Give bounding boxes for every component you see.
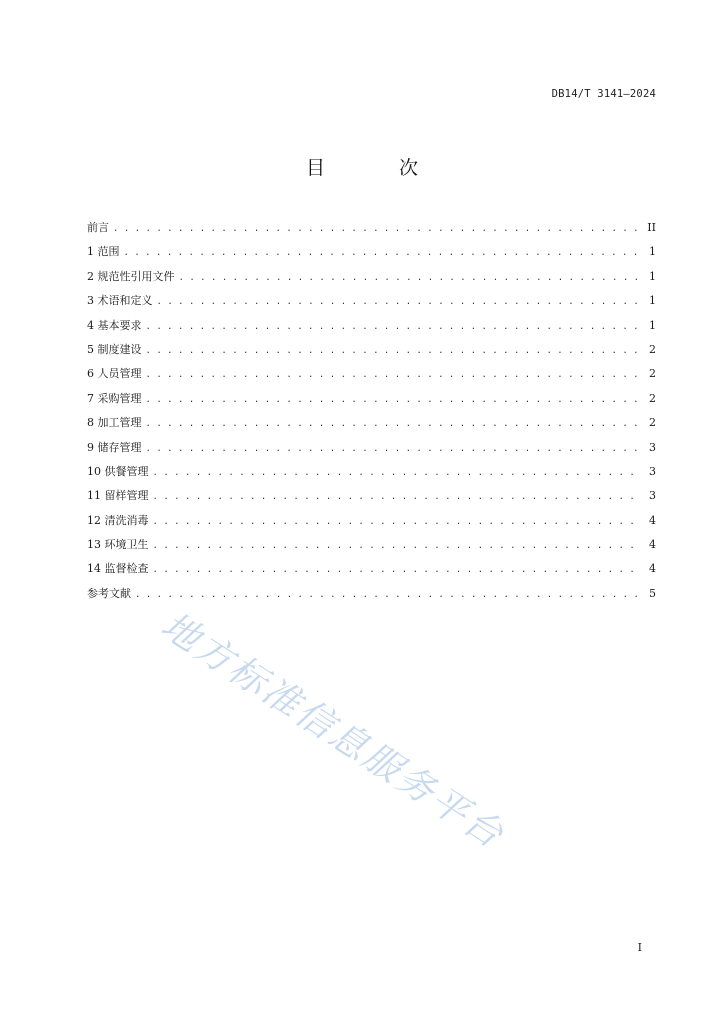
toc-entry-page: II — [647, 221, 656, 234]
document-code: DB14/T 3141—2024 — [551, 88, 656, 100]
watermark: 地方标准信息服务平台 — [153, 603, 513, 858]
toc-entry-label: 5 制度建设 — [87, 342, 142, 356]
toc-entry-page: 3 — [649, 464, 656, 478]
toc-entry-label: 前言 — [87, 221, 109, 234]
toc-leader-dots — [153, 560, 641, 580]
toc-leader-dots — [146, 341, 641, 361]
toc-entry-page: 3 — [649, 440, 656, 454]
toc-entry-page: 1 — [649, 245, 656, 259]
toc-entry-page: 4 — [649, 538, 656, 552]
toc-leader-dots — [146, 414, 641, 434]
toc-entry-label: 10 供餐管理 — [87, 464, 149, 478]
toc-entry[interactable] — [87, 438, 656, 462]
toc-entry[interactable] — [87, 291, 656, 315]
toc-entry-page: 4 — [649, 562, 656, 576]
toc-entry[interactable] — [87, 340, 656, 364]
toc-leader-dots — [146, 317, 641, 337]
toc-entry[interactable] — [87, 486, 656, 510]
toc-leader-dots — [146, 390, 641, 410]
toc-entry-page: 1 — [649, 294, 656, 308]
toc-entry-page: 1 — [649, 269, 656, 283]
toc-entry-page: 4 — [649, 513, 656, 527]
toc-entry[interactable] — [87, 584, 656, 608]
toc-leader-dots — [135, 585, 640, 605]
toc-leader-dots — [179, 268, 641, 288]
toc-entry[interactable] — [87, 511, 656, 535]
toc-entry-label: 6 人员管理 — [87, 367, 142, 381]
toc-entry-label: 13 环境卫生 — [87, 538, 149, 552]
toc-entry-label: 14 监督检查 — [87, 562, 149, 576]
toc-entry[interactable] — [87, 413, 656, 437]
toc-entry[interactable] — [87, 364, 656, 388]
toc-entry[interactable] — [87, 389, 656, 413]
toc-leader-dots — [153, 512, 641, 532]
table-of-contents — [87, 218, 656, 608]
toc-leader-dots — [157, 292, 641, 312]
toc-entry[interactable] — [87, 316, 656, 340]
toc-entry-page: 1 — [649, 318, 656, 332]
toc-entry-label: 1 范围 — [87, 245, 120, 259]
toc-entry-label: 4 基本要求 — [87, 318, 142, 332]
toc-leader-dots — [146, 439, 641, 459]
toc-entry-page: 2 — [649, 342, 656, 356]
toc-entry-label: 参考文献 — [87, 586, 131, 600]
toc-entry-page: 2 — [649, 391, 656, 405]
toc-leader-dots — [153, 463, 641, 483]
toc-entry-page: 2 — [649, 367, 656, 381]
toc-leader-dots — [124, 243, 641, 263]
toc-entry-page: 3 — [649, 489, 656, 503]
toc-entry-label: 11 留样管理 — [87, 489, 149, 503]
page-number: I — [637, 941, 642, 954]
toc-entry[interactable] — [87, 462, 656, 486]
toc-leader-dots — [146, 365, 641, 385]
toc-leader-dots — [153, 487, 641, 507]
toc-entry[interactable] — [87, 535, 656, 559]
toc-entry[interactable] — [87, 218, 656, 242]
toc-entry-label: 7 采购管理 — [87, 391, 142, 405]
toc-leader-dots — [113, 219, 640, 239]
toc-entry-label: 2 规范性引用文件 — [87, 269, 175, 283]
toc-entry[interactable] — [87, 242, 656, 266]
toc-leader-dots — [153, 536, 641, 556]
toc-entry-page: 5 — [649, 586, 656, 600]
toc-entry-label: 12 清洗消毒 — [87, 513, 149, 527]
page-title: 目 次 — [305, 157, 453, 179]
toc-entry-label: 3 术语和定义 — [87, 294, 153, 308]
toc-entry-label: 9 储存管理 — [87, 440, 142, 454]
toc-entry-label: 8 加工管理 — [87, 416, 142, 430]
toc-entry[interactable] — [87, 267, 656, 291]
toc-entry[interactable] — [87, 559, 656, 583]
toc-entry-page: 2 — [649, 416, 656, 430]
